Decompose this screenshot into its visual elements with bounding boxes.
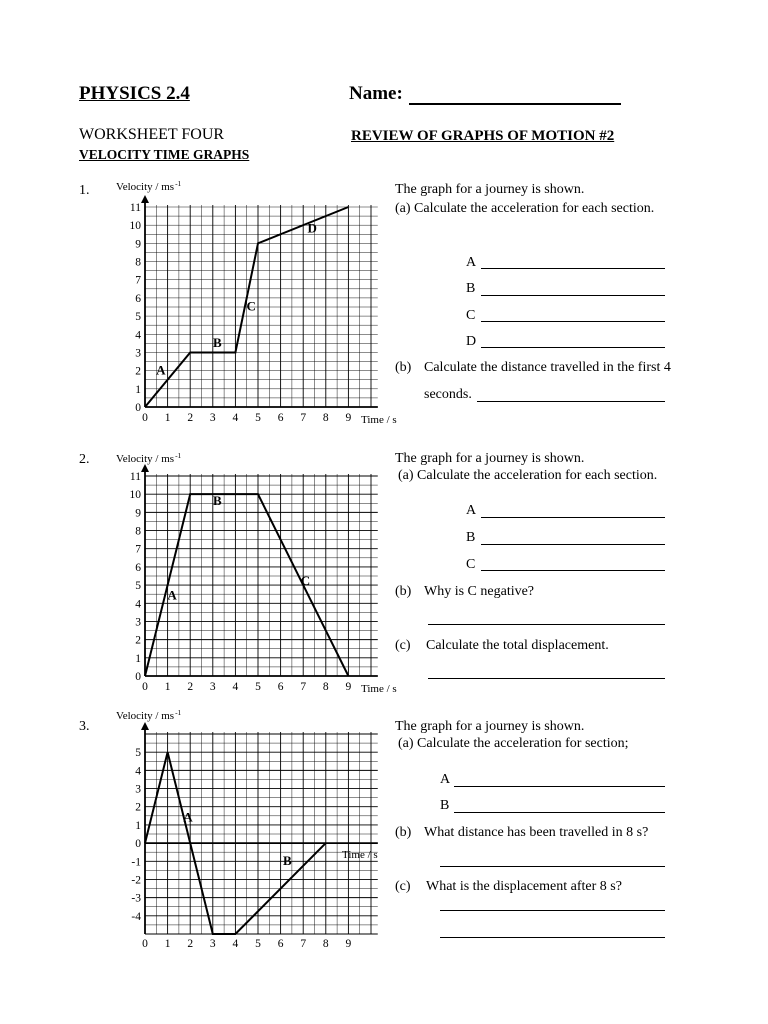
y-tick-label: -2 bbox=[131, 874, 141, 887]
q2-part-c-label: (c) bbox=[395, 638, 411, 653]
x-tick-label: 8 bbox=[322, 938, 329, 950]
q2-answer-label-c: C bbox=[466, 557, 476, 572]
q3-answer-label-b: B bbox=[440, 798, 450, 813]
q2-answer-line-c[interactable] bbox=[481, 570, 665, 571]
x-tick-label: 1 bbox=[164, 681, 171, 693]
q2-intro: The graph for a journey is shown. bbox=[395, 451, 585, 466]
q3-part-c-answer-line-1[interactable] bbox=[440, 910, 665, 911]
x-tick-label: 7 bbox=[300, 412, 307, 424]
section-label-c: C bbox=[246, 298, 256, 314]
q3-part-c: What is the displacement after 8 s? bbox=[426, 879, 622, 894]
section-label-d: D bbox=[307, 220, 317, 236]
y-tick-label: 5 bbox=[135, 580, 141, 593]
x-tick-label: 8 bbox=[322, 681, 329, 693]
topic-title: VELOCITY TIME GRAPHS bbox=[79, 147, 250, 162]
x-tick-label: 6 bbox=[277, 938, 284, 950]
q2-answer-line-a[interactable] bbox=[481, 517, 665, 518]
q1-part-b-label: (b) bbox=[395, 360, 412, 375]
y-tick-label: 6 bbox=[135, 292, 141, 305]
section-label-a: A bbox=[183, 809, 193, 825]
x-tick-label: 1 bbox=[164, 412, 171, 424]
section-label-b: B bbox=[212, 493, 222, 509]
x-axis-label: Time / s bbox=[342, 849, 378, 861]
x-tick-label: 0 bbox=[142, 412, 148, 424]
x-tick-label: 9 bbox=[345, 938, 352, 950]
x-tick-label: 9 bbox=[345, 681, 352, 693]
y-tick-label: 3 bbox=[135, 783, 141, 796]
x-tick-label: 7 bbox=[300, 938, 307, 950]
name-label: Name: bbox=[349, 83, 403, 104]
y-tick-label: 11 bbox=[129, 471, 141, 483]
x-tick-label: 2 bbox=[187, 412, 194, 424]
q1-part-b-answer-line[interactable] bbox=[477, 401, 665, 402]
x-tick-label: 0 bbox=[142, 681, 148, 693]
y-tick-label: 2 bbox=[135, 634, 141, 647]
worksheet-label: WORKSHEET FOUR bbox=[79, 126, 225, 143]
q3-part-b: What distance has been travelled in 8 s? bbox=[424, 825, 649, 840]
y-axis-label: Velocity / ms bbox=[116, 710, 175, 722]
y-tick-label: 4 bbox=[135, 329, 141, 342]
q2-part-c: Calculate the total displacement. bbox=[426, 638, 609, 653]
section-label-c: C bbox=[300, 573, 311, 589]
y-tick-label: -4 bbox=[131, 910, 141, 923]
y-tick-label: -1 bbox=[131, 856, 141, 869]
q3-part-b-answer-line[interactable] bbox=[440, 866, 665, 867]
q2-part-b-answer-line[interactable] bbox=[428, 624, 665, 625]
question-1-number: 1. bbox=[79, 183, 90, 198]
y-tick-label: 10 bbox=[129, 220, 141, 233]
y-tick-label: 6 bbox=[135, 561, 141, 574]
q1-part-a: (a) Calculate the acceleration for each section. bbox=[395, 201, 655, 216]
x-tick-label: 5 bbox=[255, 412, 261, 424]
x-tick-label: 6 bbox=[277, 412, 284, 424]
y-tick-label: 11 bbox=[129, 202, 141, 214]
y-axis-arrow-icon bbox=[141, 722, 149, 730]
x-axis-label: Time / s bbox=[361, 414, 397, 426]
x-tick-label: 1 bbox=[164, 938, 171, 950]
x-tick-label: 4 bbox=[232, 681, 239, 693]
x-tick-label: 2 bbox=[187, 938, 194, 950]
q1-part-b-cont: seconds. bbox=[424, 387, 472, 402]
x-tick-label: 4 bbox=[232, 938, 239, 950]
y-axis-label: Velocity / ms bbox=[116, 453, 175, 465]
section-label-a: A bbox=[156, 362, 166, 378]
q1-answer-label-c: C bbox=[466, 308, 476, 323]
section-label-b: B bbox=[283, 852, 292, 868]
y-axis-label-superscript: -1 bbox=[175, 451, 182, 460]
q3-part-b-label: (b) bbox=[395, 825, 412, 840]
q3-answer-line-b[interactable] bbox=[454, 812, 665, 813]
y-tick-label: 7 bbox=[135, 543, 141, 556]
x-tick-label: 9 bbox=[345, 412, 352, 424]
x-tick-label: 7 bbox=[300, 681, 307, 693]
x-tick-label: 8 bbox=[322, 412, 329, 424]
y-axis-label-superscript: -1 bbox=[175, 179, 182, 188]
x-tick-label: 0 bbox=[142, 938, 148, 950]
y-tick-label: 0 bbox=[135, 671, 141, 683]
x-tick-label: 6 bbox=[277, 681, 284, 693]
x-tick-label: 5 bbox=[255, 681, 261, 693]
y-tick-label: 5 bbox=[135, 311, 141, 324]
q3-intro: The graph for a journey is shown. bbox=[395, 719, 585, 734]
y-tick-label: 5 bbox=[135, 747, 141, 760]
q2-part-b: Why is C negative? bbox=[424, 584, 535, 599]
q2-part-a: (a) Calculate the acceleration for each section. bbox=[398, 468, 658, 483]
question-2-number: 2. bbox=[79, 452, 90, 467]
y-axis-label-superscript: -1 bbox=[175, 708, 182, 717]
x-tick-label: 4 bbox=[232, 412, 239, 424]
section-label-b: B bbox=[212, 335, 222, 350]
y-tick-label: 1 bbox=[135, 652, 141, 665]
y-tick-label: 10 bbox=[129, 489, 141, 502]
section-label-a: A bbox=[167, 587, 177, 603]
q2-answer-label-b: B bbox=[466, 530, 476, 545]
q1-answer-line-d[interactable] bbox=[481, 347, 665, 348]
x-tick-label: 2 bbox=[187, 681, 194, 693]
y-tick-label: 3 bbox=[135, 347, 141, 360]
q2-answer-line-b[interactable] bbox=[481, 544, 665, 545]
q2-answer-label-a: A bbox=[466, 503, 477, 518]
course-title: PHYSICS 2.4 bbox=[79, 83, 190, 104]
x-tick-label: 3 bbox=[209, 412, 216, 424]
x-axis-label: Time / s bbox=[361, 683, 397, 695]
y-axis-label: Velocity / ms bbox=[116, 181, 175, 193]
question-3-number: 3. bbox=[79, 719, 90, 734]
y-tick-label: 9 bbox=[135, 238, 141, 251]
q1-answer-line-b[interactable] bbox=[481, 295, 665, 296]
q2-part-c-answer-line[interactable] bbox=[428, 678, 665, 679]
y-tick-label: 0 bbox=[135, 402, 141, 414]
y-tick-label: 4 bbox=[135, 598, 141, 611]
q1-answer-line-c[interactable] bbox=[481, 321, 665, 322]
q1-answer-label-b: B bbox=[466, 281, 476, 296]
x-tick-label: 3 bbox=[209, 938, 216, 950]
chart-3-grid bbox=[145, 732, 378, 934]
y-tick-label: 8 bbox=[135, 525, 141, 538]
review-title: REVIEW OF GRAPHS OF MOTION #2 bbox=[351, 128, 615, 144]
y-tick-label: 3 bbox=[135, 616, 141, 629]
q3-part-a: (a) Calculate the acceleration for section; bbox=[398, 736, 629, 751]
q1-answer-label-d: D bbox=[466, 334, 477, 349]
y-tick-label: 7 bbox=[135, 274, 141, 287]
q1-answer-line-a[interactable] bbox=[481, 268, 665, 269]
q1-answer-label-a: A bbox=[466, 255, 477, 270]
q1-part-b: Calculate the distance travelled in the first 4 bbox=[424, 360, 671, 375]
q1-intro: The graph for a journey is shown. bbox=[395, 182, 585, 197]
x-tick-label: 5 bbox=[255, 938, 261, 950]
q3-answer-line-a[interactable] bbox=[454, 786, 665, 787]
q3-part-c-label: (c) bbox=[395, 879, 411, 894]
y-tick-label: 4 bbox=[135, 765, 141, 778]
y-tick-label: 8 bbox=[135, 256, 141, 269]
y-tick-label: 2 bbox=[135, 365, 141, 378]
y-tick-label: 2 bbox=[135, 801, 141, 814]
q3-answer-label-a: A bbox=[440, 772, 451, 787]
q3-part-c-answer-line-2[interactable] bbox=[440, 937, 665, 938]
y-tick-label: 1 bbox=[135, 819, 141, 832]
y-tick-label: 9 bbox=[135, 507, 141, 520]
y-tick-label: 1 bbox=[135, 383, 141, 396]
y-tick-label: 0 bbox=[135, 838, 141, 851]
y-tick-label: -3 bbox=[131, 892, 141, 905]
x-tick-label: 3 bbox=[209, 681, 216, 693]
q2-part-b-label: (b) bbox=[395, 584, 412, 599]
